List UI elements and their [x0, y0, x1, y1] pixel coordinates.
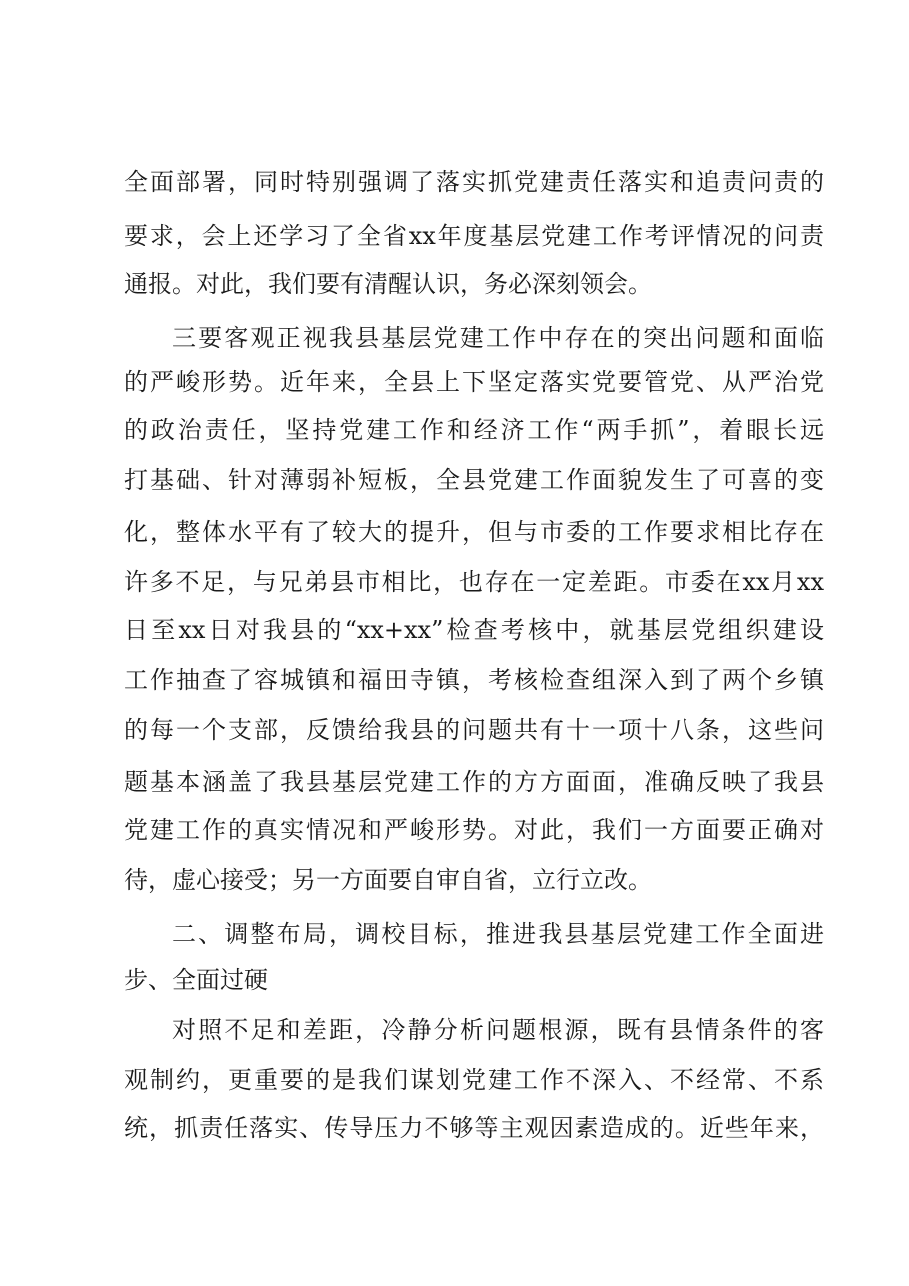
paragraph-line: 统，抓责任落实、传导压力不够等主观因素造成的。近些年来， [124, 1114, 824, 1142]
section-heading-line: 二、调整布局，调校目标，推进我县基层党建工作全面进 [172, 920, 824, 948]
paragraph-line: 工作抽查了容城镇和福田寺镇，考核检查组深入到了两个乡镇 [124, 666, 824, 694]
paragraph-line: 党建工作的真实情况和严峻形势。对此，我们一方面要正确对 [124, 816, 824, 844]
paragraph-line: 观制约，更重要的是我们谋划党建工作不深入、不经常、不系 [124, 1066, 824, 1094]
paragraph-line: 要求，会上还学习了全省xx年度基层党建工作考评情况的问责 [124, 222, 824, 250]
paragraph-line: 许多不足，与兄弟县市相比，也存在一定差距。市委在xx月xx [124, 568, 824, 596]
paragraph-line: 对照不足和差距，冷静分析问题根源，既有县情条件的客 [172, 1016, 824, 1044]
paragraph-line: 全面部署，同时特别强调了落实抓党建责任落实和追责问责的 [124, 168, 824, 196]
section-heading-line: 步、全面过硬 [124, 966, 268, 994]
paragraph-line: 日至xx日对我县的“xx+xx”检查考核中，就基层党组织建设 [124, 616, 824, 644]
paragraph-line: 三要客观正视我县基层党建工作中存在的突出问题和面临 [172, 324, 824, 352]
paragraph-line: 的每一个支部，反馈给我县的问题共有十一项十八条，这些问 [124, 716, 824, 744]
paragraph-line: 待，虚心接受；另一方面要自审自省，立行立改。 [124, 866, 652, 894]
paragraph-line: 的严峻形势。近年来，全县上下坚定落实党要管党、从严治党 [124, 368, 824, 396]
paragraph-line: 的政治责任，坚持党建工作和经济工作“两手抓”，着眼长远 [124, 416, 824, 444]
paragraph-line: 打基础、针对薄弱补短板，全县党建工作面貌发生了可喜的变 [124, 466, 824, 494]
paragraph-line: 题基本涵盖了我县基层党建工作的方方面面，准确反映了我县 [124, 768, 824, 796]
paragraph-line: 化，整体水平有了较大的提升，但与市委的工作要求相比存在 [124, 518, 824, 546]
paragraph-line: 通报。对此，我们要有清醒认识，务必深刻领会。 [124, 270, 652, 298]
